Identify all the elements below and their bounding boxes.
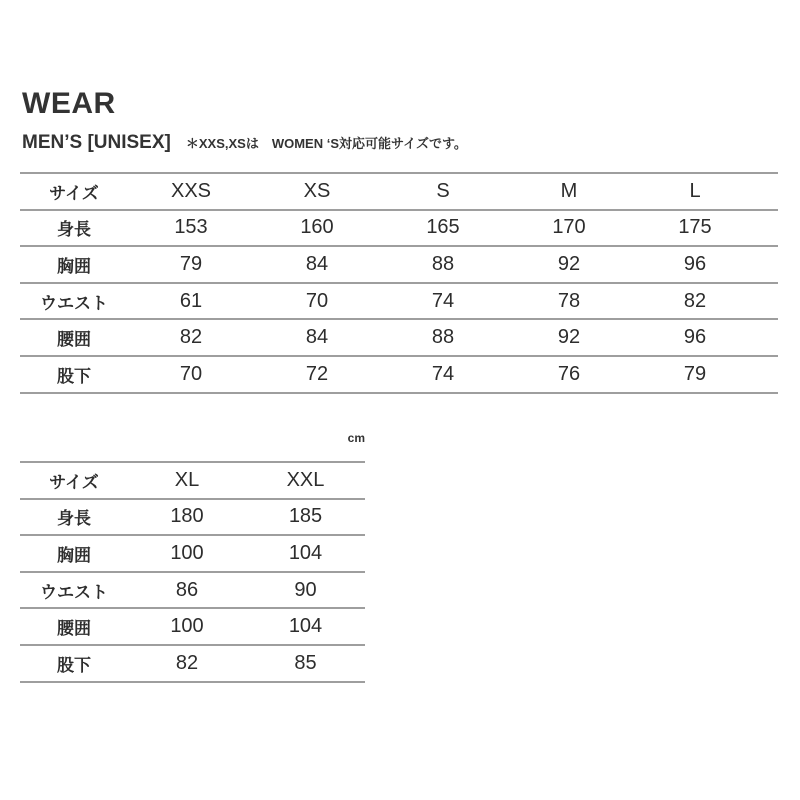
table-header-row [20,462,365,499]
spacer-cell [758,356,778,393]
size-value-cell: 180 [170,505,204,528]
size-value-cell: 153 [174,216,208,239]
subtitle-row [22,132,467,154]
unit-label: cm [347,431,365,445]
table-row-hip [20,319,778,356]
table-row-waist [20,283,778,320]
size-value-cell: 88 [431,326,455,349]
row-label-chest: 胸囲 [57,256,91,276]
table-row-inseam [20,645,365,682]
size-value-cell: 79 [683,362,707,385]
size-value-cell: 86 [175,578,199,601]
column-header-xs: XS [303,179,331,202]
size-value-cell: 92 [557,326,581,349]
size-value-cell: 96 [683,252,707,275]
spacer-cell [758,246,778,283]
size-value-cell: 92 [557,252,581,275]
size-value-cell: 96 [683,326,707,349]
size-value-cell: 104 [288,541,323,564]
table-row-chest [20,246,778,283]
row-label-waist: ウエスト [40,293,108,313]
page-title: WEAR [22,87,116,120]
table-row-height [20,499,365,536]
table-header-row [20,173,778,210]
spacer-cell [758,319,778,356]
column-header-xl: XL [174,468,200,491]
size-value-cell: 160 [300,216,334,239]
row-label-waist: ウエスト [40,582,108,602]
size-header-label: サイズ [49,472,99,492]
table-row-chest [20,535,365,572]
size-value-cell: 61 [179,289,203,312]
row-label-hip: 腰囲 [57,619,91,639]
column-header-xxl: XXL [286,468,325,491]
row-label-height: 身長 [57,220,91,240]
column-header-xxs: XXS [170,179,212,202]
size-value-cell: 74 [431,289,455,312]
size-value-cell: 104 [288,615,323,638]
column-header-l: L [689,179,701,202]
row-label-height: 身長 [57,509,91,529]
size-value-cell: 74 [431,362,455,385]
size-value-cell: 185 [288,505,323,528]
size-header-label: サイズ [49,183,99,203]
size-chart-extended-table [20,461,365,683]
size-value-cell: 82 [179,326,203,349]
category-label: MEN’S [UNISEX] [22,132,171,153]
size-value-cell: 90 [294,578,317,601]
size-value-cell: 82 [175,651,199,674]
size-value-cell: 82 [683,289,707,312]
size-value-cell: 88 [431,252,455,275]
spacer-cell [758,210,778,247]
row-label-chest: 胸囲 [57,545,91,565]
size-note: ＊XXS,XSは WOMEN ‘S対応可能サイズです。 [185,136,467,151]
table-row-inseam [20,356,778,393]
row-label-inseam: 股下 [57,655,91,675]
size-value-cell: 100 [170,615,204,638]
size-value-cell: 100 [170,541,204,564]
size-value-cell: 175 [678,216,712,239]
size-value-cell: 84 [305,326,329,349]
spacer-cell [758,173,778,210]
size-value-cell: 79 [179,252,203,275]
size-value-cell: 85 [294,651,317,674]
size-value-cell: 72 [305,362,329,385]
size-value-cell: 78 [557,289,581,312]
size-value-cell: 70 [305,289,329,312]
spacer-cell [758,283,778,320]
row-label-inseam: 股下 [57,366,91,386]
column-header-s: S [436,179,450,202]
table-row-height [20,210,778,247]
size-value-cell: 84 [305,252,329,275]
size-chart-main-table [20,172,778,394]
size-value-cell: 70 [179,362,203,385]
size-value-cell: 165 [426,216,460,239]
size-value-cell: 170 [552,216,586,239]
row-label-hip: 腰囲 [57,330,91,350]
size-value-cell: 76 [557,362,581,385]
column-header-m: M [560,179,578,202]
table-row-hip [20,608,365,645]
table-row-waist [20,572,365,609]
